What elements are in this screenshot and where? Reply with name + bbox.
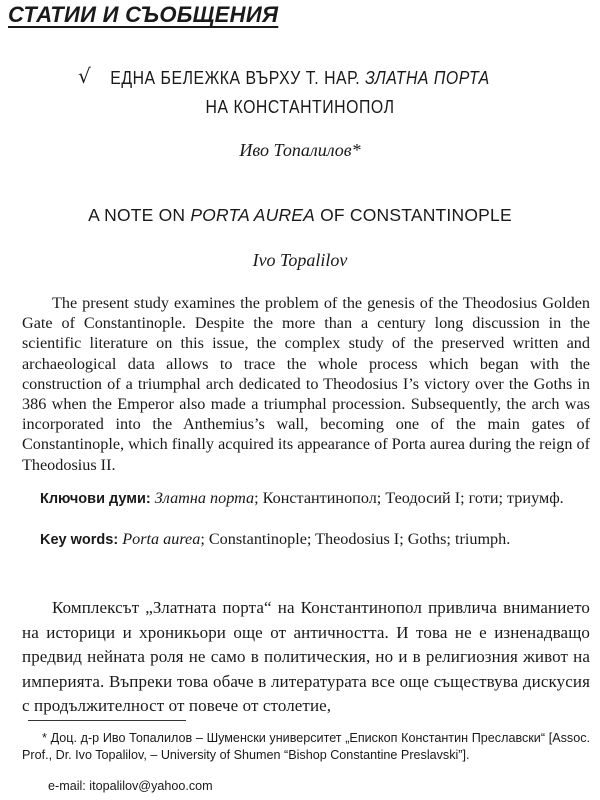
en-title-italic: PORTA AUREA: [190, 205, 316, 225]
keywords-en-italic: Porta aurea: [122, 530, 201, 548]
footnote: * Доц. д-р Иво Топалилов – Шуменски университет „Епископ Константин Преславски“ [Assoc. Prof., Dr. Ivo Topalilov, – University of Shumen “Bishop Constantine Preslavski”].: [22, 731, 590, 762]
bg-author: Иво Топалилов*: [239, 140, 361, 160]
en-title-prefix: A NOTE ON: [88, 205, 186, 225]
keywords-en-label: Key words:: [40, 532, 119, 548]
keywords-bg-rest: ; Константинопол; Теодосий I; готи; триумф.: [254, 489, 564, 507]
bg-title-line2: НА КОНСТАНТИНОПОЛ: [205, 97, 395, 117]
bg-title-italic: ЗЛАТНА ПОРТА: [365, 68, 490, 88]
en-author: Ivo Topalilov: [252, 250, 348, 270]
bg-title-prefix: ЕДНА БЕЛЕЖКА ВЪРХУ Т. НАР.: [110, 68, 361, 88]
bg-title-line1: [36, 68, 564, 89]
abstract-paragraph: The present study examines the problem of the genesis of the Theodosius Golden Gate of Constantinople. Despite the more than a century long discussion in the scientific literature on this issue, the complex study of the preserved written and archaeological data allows to trace the whole process which began with the construction of a triumphal arch dedicated to Theodosius I’s victory over the Goths in 386 when the Emperor also made a triumphal procession. Subsequently, the arch was incorporated into the Anthemius’s wall, becoming one of the main gates of Constantinople, which finally acquired its appearance of Porta aurea during the reign of Theodosius II.: [22, 294, 590, 474]
check-mark-icon: √: [78, 64, 91, 88]
section-heading: СТАТИИ И СЪОБЩЕНИЯ: [8, 2, 279, 27]
en-title-suffix: OF CONSTANTINOPLE: [320, 205, 512, 225]
keywords-bg-label: Ключови думи:: [40, 491, 151, 507]
footnote-divider: [28, 720, 186, 721]
keywords-en: [22, 529, 590, 550]
en-title: [0, 205, 600, 226]
body-paragraph: Комплексът „Златната порта“ на Константинопол привлича вниманието на историци и хроникьори още от античността. И това не е изненадващо предвид нейната роля не само в политическия, но и в религиозния живот на империята. Въпреки това обаче в литературата все още съществува дискусия с продължителност от повече от столетие,: [22, 598, 590, 715]
keywords-bg: [22, 488, 590, 509]
keywords-en-rest: ; Constantinople; Theodosius I; Goths; triumph.: [200, 530, 511, 548]
author-email-link[interactable]: e-mail: itopalilov@yahoo.com: [48, 779, 213, 793]
keywords-bg-italic: Златна порта: [154, 489, 255, 507]
